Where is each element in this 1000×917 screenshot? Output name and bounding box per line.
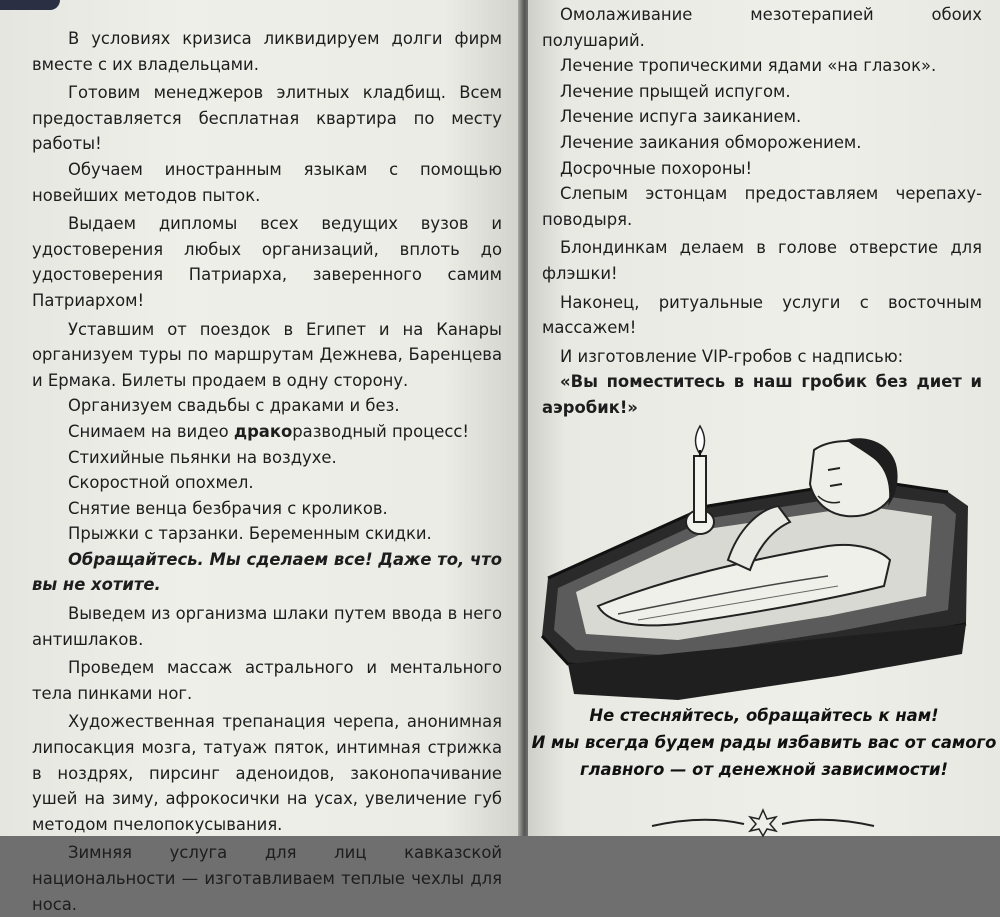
short-line: Прыжки с тарзанки. Беременным скидки.	[68, 524, 432, 544]
video-text-before: Снимаем на видео	[68, 421, 234, 441]
service-line: Лечение тропическими ядами «на глазок».	[560, 56, 937, 76]
coffin-illustration	[528, 410, 1000, 700]
short-line: Стихийные пьянки на воздухе.	[68, 447, 337, 467]
short-line: Снятие венца безбрачия с кроликов.	[68, 498, 388, 518]
ornament-flourish-icon	[648, 806, 878, 836]
service-line: Досрочные похороны!	[560, 158, 753, 178]
service-line: Омолаживание мезотерапией обоих полушарий.	[542, 5, 982, 50]
page-corner-shadow	[0, 0, 60, 10]
closing-text	[528, 702, 1000, 783]
paragraph: В условиях кризиса ликвидируем долги фирм вместе с их владельцами.	[32, 29, 502, 74]
paragraph: Зимняя услуга для лиц кавказской национальности — изготавливаем теплые чехлы для носа.	[32, 843, 502, 914]
emphasis-paragraph: Обращайтесь. Мы сделаем все! Даже то, что вы не хотите.	[32, 549, 502, 595]
short-line: Скоростной опохмел.	[68, 473, 254, 493]
paragraph: Проведем массаж астрального и ментального тела пинками ног.	[32, 658, 502, 703]
service-line: Наконец, ритуальные услуги с восточным массажем!	[542, 292, 982, 338]
slogan: «Вы поместитесь в наш гробик без диет и аэробик!»	[542, 372, 982, 417]
paragraph: Готовим менеджеров элитных кладбищ. Всем предоставляется бесплатная квартира по месту работы!	[32, 83, 502, 154]
closing-line-1: Не стесняйтесь, обращайтесь к нам!	[589, 706, 939, 725]
service-line: И изготовление VIP-гробов с надписью:	[560, 346, 904, 366]
paragraph: Организуем свадьбы с драками и без.	[68, 396, 400, 416]
service-line: Лечение заикания обморожением.	[560, 132, 862, 152]
video-paragraph	[32, 419, 502, 445]
right-text-column	[542, 2, 982, 421]
service-line: Лечение испуга заиканием.	[560, 107, 802, 127]
service-line: Лечение прыщей испугом.	[560, 81, 791, 101]
paragraph: Выдаем дипломы всех ведущих вузов и удостоверения любых организаций, вплоть до удостоверения Патриарха, заверенного самим Патриархом!	[32, 214, 502, 310]
paragraph: Выведем из организма шлаки путем ввода в него антишлаков.	[32, 604, 502, 649]
coffin-drawing	[528, 410, 1000, 700]
video-text-bold: драко	[233, 421, 293, 441]
closing-line-2: И мы всегда будем рады избавить вас от самого главного — от денежной зависимости!	[531, 733, 997, 779]
paragraph: Художественная трепанация черепа, анонимная липосакция мозга, татуаж пяток, интимная стрижка в ноздрях, пирсинг аденоидов, законопачивание ушей на зиму, афрокосички на усах, увеличение губ методом пчелопокусывания.	[32, 712, 502, 834]
right-page	[528, 0, 1000, 836]
left-text-column	[32, 26, 502, 917]
service-line: Слепым эстонцам предоставляем черепаху-поводыря.	[542, 184, 982, 229]
page-ornament	[648, 806, 878, 836]
video-text-after: разводный процесс!	[292, 421, 469, 441]
service-line: Блондинкам делаем в голове отверстие для флэшки!	[542, 238, 982, 283]
paragraph: Обучаем иностранным языкам с помощью новейших методов пыток.	[32, 159, 502, 205]
paragraph: Уставшим от поездок в Египет и на Канары организуем туры по маршрутам Дежнева, Баренцева и Ермака. Билеты продаем в одну сторону.	[32, 319, 502, 390]
